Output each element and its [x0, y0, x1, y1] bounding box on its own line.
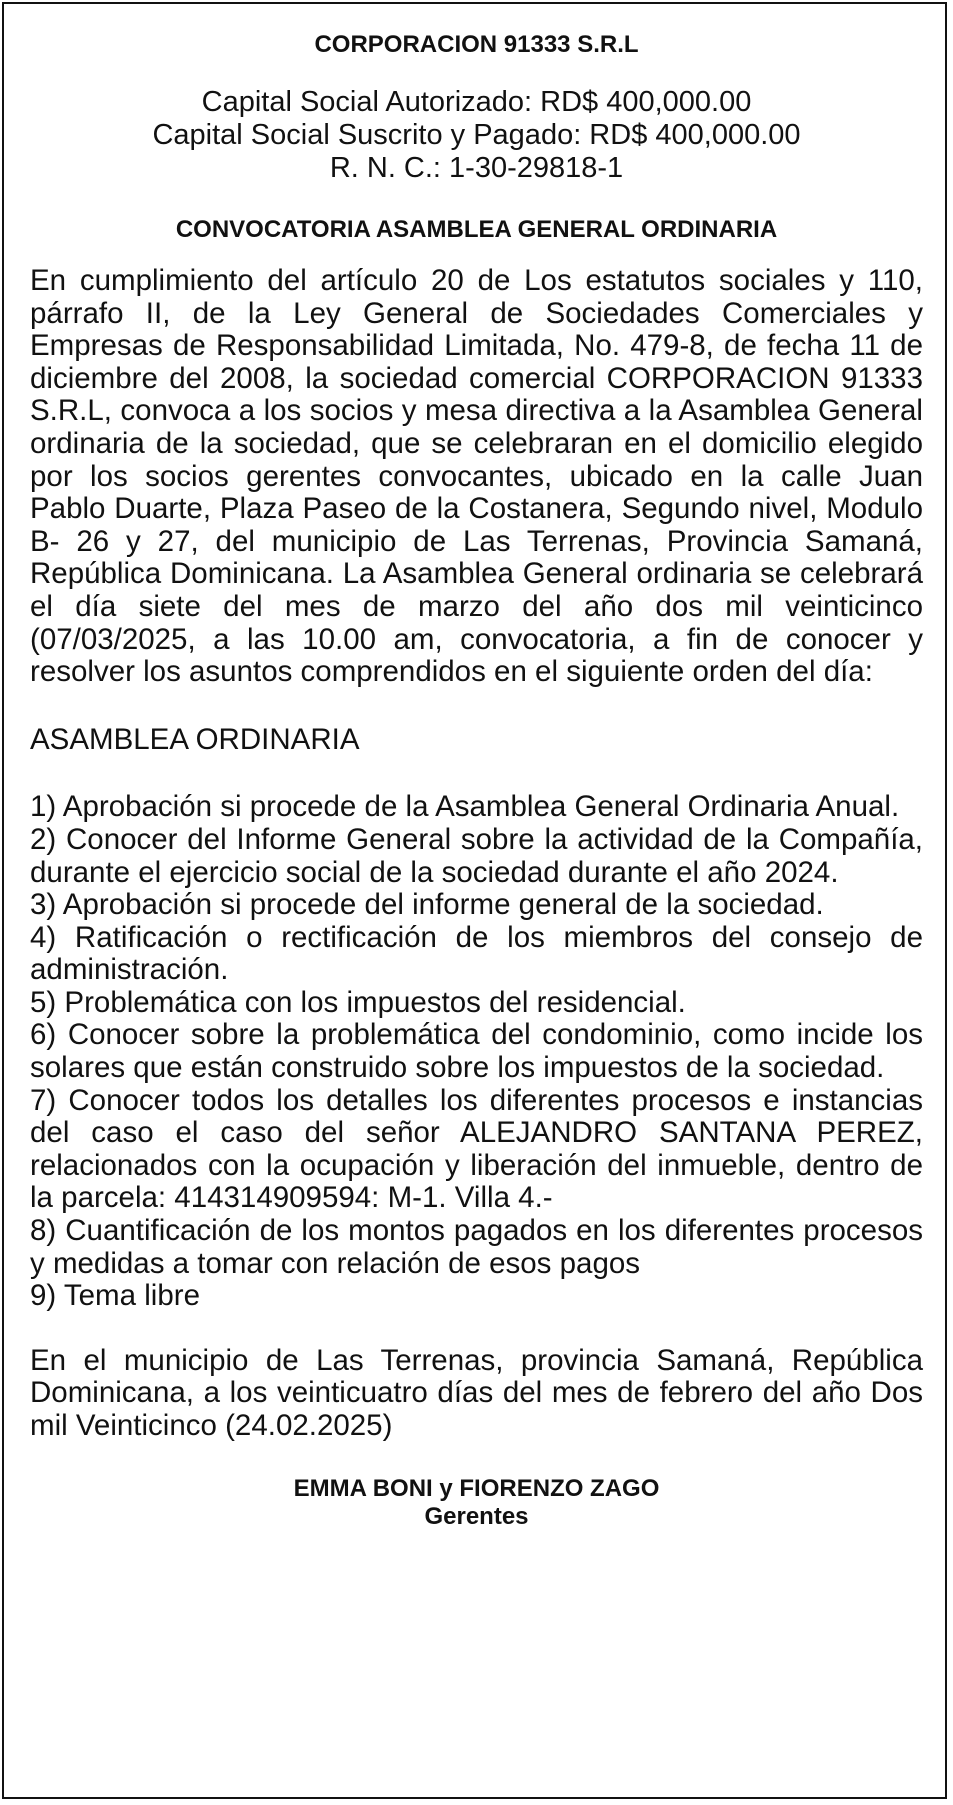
signer-names: EMMA BONI y FIORENZO ZAGO — [293, 1474, 660, 1502]
section-heading: ASAMBLEA ORDINARIA — [30, 722, 360, 756]
agenda-item-4: 4) Ratificación o rectificación de los miembros del consejo de administración. — [30, 920, 923, 987]
signature-block — [30, 1475, 923, 1531]
notice-title: CONVOCATORIA ASAMBLEA GENERAL ORDINARIA — [175, 216, 778, 243]
signer-role: Gerentes — [424, 1502, 529, 1530]
agenda-list — [30, 791, 923, 1313]
agenda-item-8: 8) Cuantificación de los montos pagados en los diferentes procesos y medidas a tomar con relación de esos pagos — [30, 1214, 923, 1280]
capital-block — [30, 86, 923, 185]
agenda-item-7: 7) Conocer todos los detalles los diferentes procesos e instancias del caso el caso del señor ALEJANDRO SANTANA PEREZ, relacionados con la ocupación y liberación del inmueble, dentro de la parcela: 414314909594: M-1. Villa 4.- — [30, 1083, 923, 1215]
capital-paid: Capital Social Suscrito y Pagado: RD$ 400,000.00 — [152, 119, 801, 151]
closing-statement: En el municipio de Las Terrenas, provincia Samaná, República Dominicana, a los veinticuatro días del mes de febrero del año Dos mil Veinticinco (24.02.2025) — [30, 1343, 923, 1442]
legal-notice — [30, 30, 923, 1531]
rnc-number: R. N. C.: 1-30-29818-1 — [329, 152, 624, 184]
capital-authorized: Capital Social Autorizado: RD$ 400,000.00 — [201, 86, 752, 118]
agenda-item-1: 1) Aprobación si procede de la Asamblea General Ordinaria Anual. — [30, 790, 900, 824]
notice-body: En cumplimiento del artículo 20 de Los estatutos sociales y 110, párrafo II, de la Ley General de Sociedades Comerciales y Empresas de Responsabilidad Limitada, No. 479-8, de fecha 11 de diciembre del 2008, la sociedad comercial CORPORACION 91333 S.R.L, convoca a los socios y mesa directiva a la Asamblea General ordinaria de la sociedad, que se celebraran en el domicilio elegido por los socios gerentes convocantes, ubicado en la calle Juan Pablo Duarte, Plaza Paseo de la Costanera, Segundo nivel, Modulo B- 26 y 27, del municipio de Las Terrenas, Provincia Samaná, República Dominicana. La Asamblea General ordinaria se celebrará el día siete del mes de marzo del año dos mil veinticinco (07/03/2025, a las 10.00 am, convocatoria, a fin de conocer y resolver los asuntos comprendidos en el siguiente orden del día: — [30, 264, 923, 689]
agenda-item-3: 3) Aprobación si procede del informe general de la sociedad. — [30, 888, 824, 922]
agenda-item-9: 9) Tema libre — [30, 1279, 200, 1313]
agenda-item-6: 6) Conocer sobre la problemática del condominio, como incide los solares que están construido sobre los impuestos de la sociedad. — [30, 1018, 923, 1085]
agenda-item-5: 5) Problemática con los impuestos del residencial. — [30, 985, 686, 1019]
agenda-item-2: 2) Conocer del Informe General sobre la actividad de la Compañía, durante el ejercicio social de la sociedad durante el año 2024. — [30, 822, 923, 889]
company-name: CORPORACION 91333 S.R.L — [314, 31, 639, 58]
